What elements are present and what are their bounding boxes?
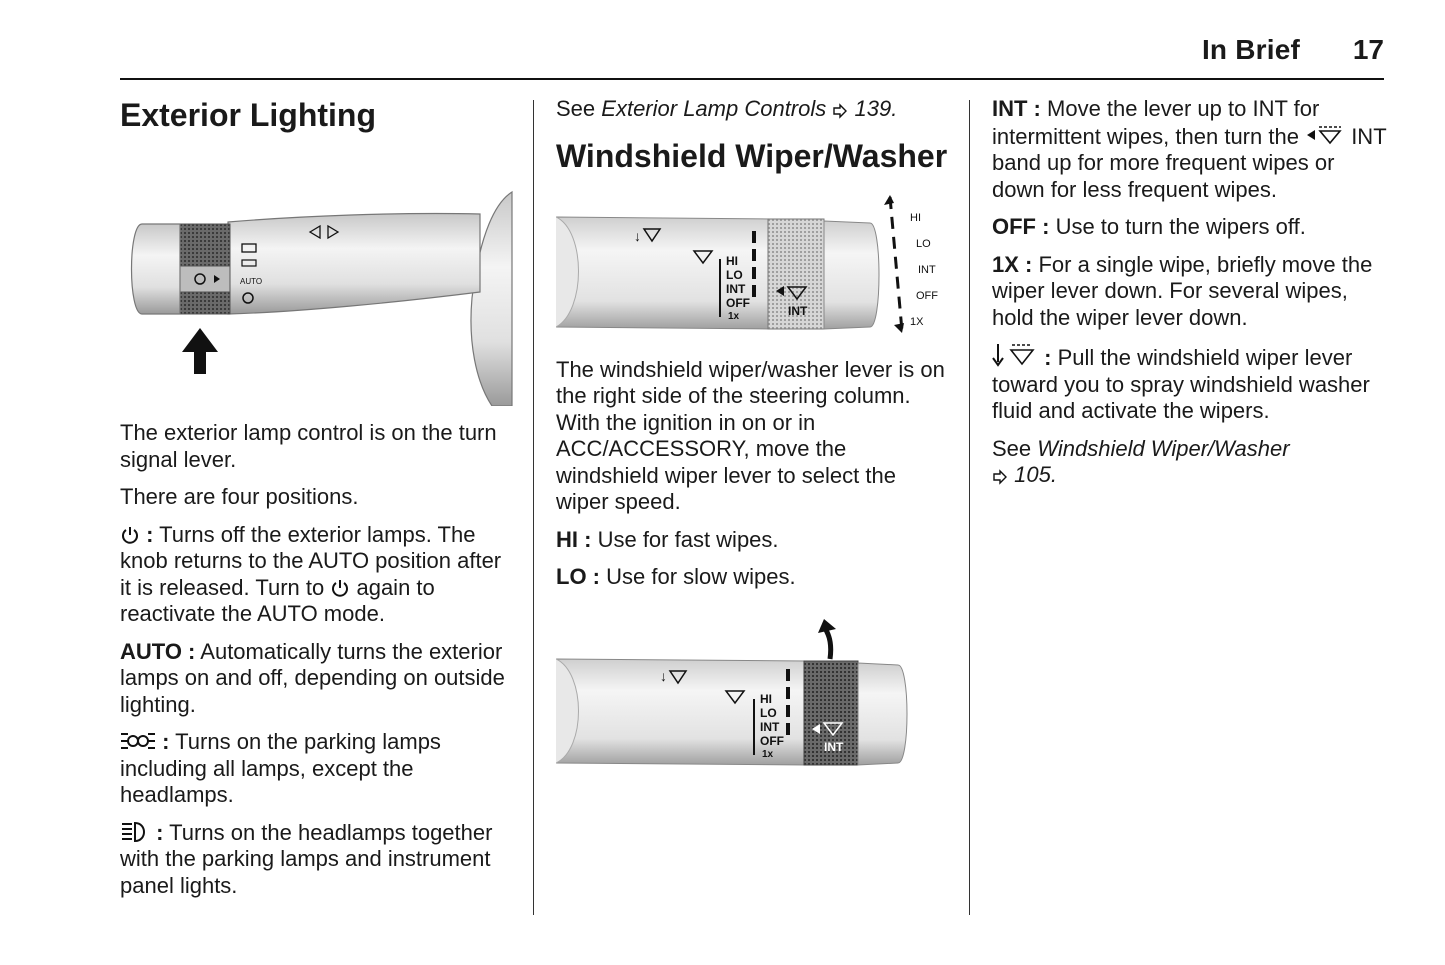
wiper-lever-int-band-illustration xyxy=(556,619,948,779)
see-windshield-wiper-washer: See Windshield Wiper/Washer 105. xyxy=(992,435,1290,487)
lever-label-hi: HI xyxy=(726,253,738,268)
scale-label-hi: HI xyxy=(910,211,921,224)
lo-label: LO : xyxy=(556,564,600,589)
off-item: OFF : Use to turn the wipers off. xyxy=(992,214,1306,239)
svg-text:↓: ↓ xyxy=(634,227,641,244)
page-header xyxy=(120,30,1384,80)
lo-item: LO : Use for slow wipes. xyxy=(556,564,796,589)
page-reference-arrow-icon xyxy=(992,469,1008,485)
int-item: INT : Move the lever up to INT for intermittent wipes, then turn the INT band up for more frequent wipes or down for less frequent wipes. xyxy=(992,96,1387,202)
lever-label-1x: 1x xyxy=(728,310,740,322)
off-label: : xyxy=(146,521,154,547)
lever-label-off: OFF xyxy=(726,295,750,310)
int-label: INT : xyxy=(992,96,1041,121)
page-reference-arrow-icon xyxy=(832,103,848,119)
parking-lamps-item: : Turns on the parking lamps including all lamps, except the headlamps. xyxy=(120,729,441,807)
power-off-icon xyxy=(330,578,350,598)
dial-label-int: INT xyxy=(788,303,808,318)
svg-text:AUTO: AUTO xyxy=(240,277,263,286)
lever-label-int: INT xyxy=(726,281,746,296)
lever-label-1x: 1x xyxy=(762,748,774,760)
hi-item: HI : Use for fast wipes. xyxy=(556,526,779,552)
headlamp-icon xyxy=(120,821,150,843)
parking-lamps-icon xyxy=(120,730,156,752)
hi-label: HI : xyxy=(556,526,592,552)
heading-windshield-wiper-washer: Windshield Wiper/Washer xyxy=(556,137,948,174)
off-position-item: : Turns off the exterior lamps. The knob returns to the AUTO position after it is released. Turn to again to reactivate the AUTO mode. xyxy=(120,521,502,626)
column-wiper-modes xyxy=(992,96,1388,500)
lever-label-int: INT xyxy=(760,719,780,734)
parking-label: : xyxy=(162,729,170,754)
lever-label-lo: LO xyxy=(760,705,777,720)
scale-label-1x: 1X xyxy=(910,315,924,328)
washer-spray-icon xyxy=(992,342,1038,368)
column-divider xyxy=(533,100,534,915)
column-windshield-wiper xyxy=(556,96,948,779)
wiper-lever-description: The windshield wiper/washer lever is on the right side of the steering column. With the ignition in on or in ACC/ACCESSORY, move the windshield wiper lever to select the wiper speed. xyxy=(556,356,945,514)
section-title: In Brief xyxy=(1201,34,1300,65)
auto-position-item: AUTO : Automatically turns the exterior lamps on and off, depending on outside lighting. xyxy=(120,638,505,717)
four-positions-text: There are four positions. xyxy=(120,484,359,509)
scale-label-int: INT xyxy=(918,263,936,276)
lever-label-off: OFF xyxy=(760,733,784,748)
headlamps-item: : Turns on the headlamps together with the parking lamps and instrument panel lights. xyxy=(120,819,493,898)
page-number: 17 xyxy=(1352,34,1384,65)
headlamp-label: : xyxy=(156,819,164,845)
scale-label-lo: LO xyxy=(916,237,931,250)
dial-label-int: INT xyxy=(824,739,844,754)
lamp-control-location: The exterior lamp control is on the turn signal lever. xyxy=(120,420,497,472)
column-exterior-lighting xyxy=(120,96,516,910)
off-label: OFF : xyxy=(992,214,1050,239)
see-exterior-lamp-controls: See Exterior Lamp Controls 139. xyxy=(556,96,898,121)
lever-label-hi: HI xyxy=(760,691,772,706)
column-divider xyxy=(969,100,970,915)
wiper-lever-illustration xyxy=(556,191,948,341)
washer-item: : Pull the windshield wiper lever toward you to spray windshield washer fluid and activate the wipers. xyxy=(992,342,1388,425)
auto-label: AUTO : xyxy=(120,638,196,664)
single-wipe-item: 1X : For a single wipe, briefly move the wiper lever down. For several wipes, hold the wiper lever down. xyxy=(992,251,1373,330)
lever-label-lo: LO xyxy=(726,267,743,282)
washer-label: : xyxy=(1044,345,1052,370)
int-band-wiper-icon xyxy=(1305,123,1345,147)
scale-label-off: OFF xyxy=(916,289,938,302)
power-off-icon xyxy=(120,525,140,545)
heading-exterior-lighting: Exterior Lighting xyxy=(120,97,376,133)
svg-text:↓: ↓ xyxy=(660,667,667,684)
turn-signal-lever-illustration xyxy=(120,152,516,406)
one-x-label: 1X : xyxy=(992,251,1033,277)
